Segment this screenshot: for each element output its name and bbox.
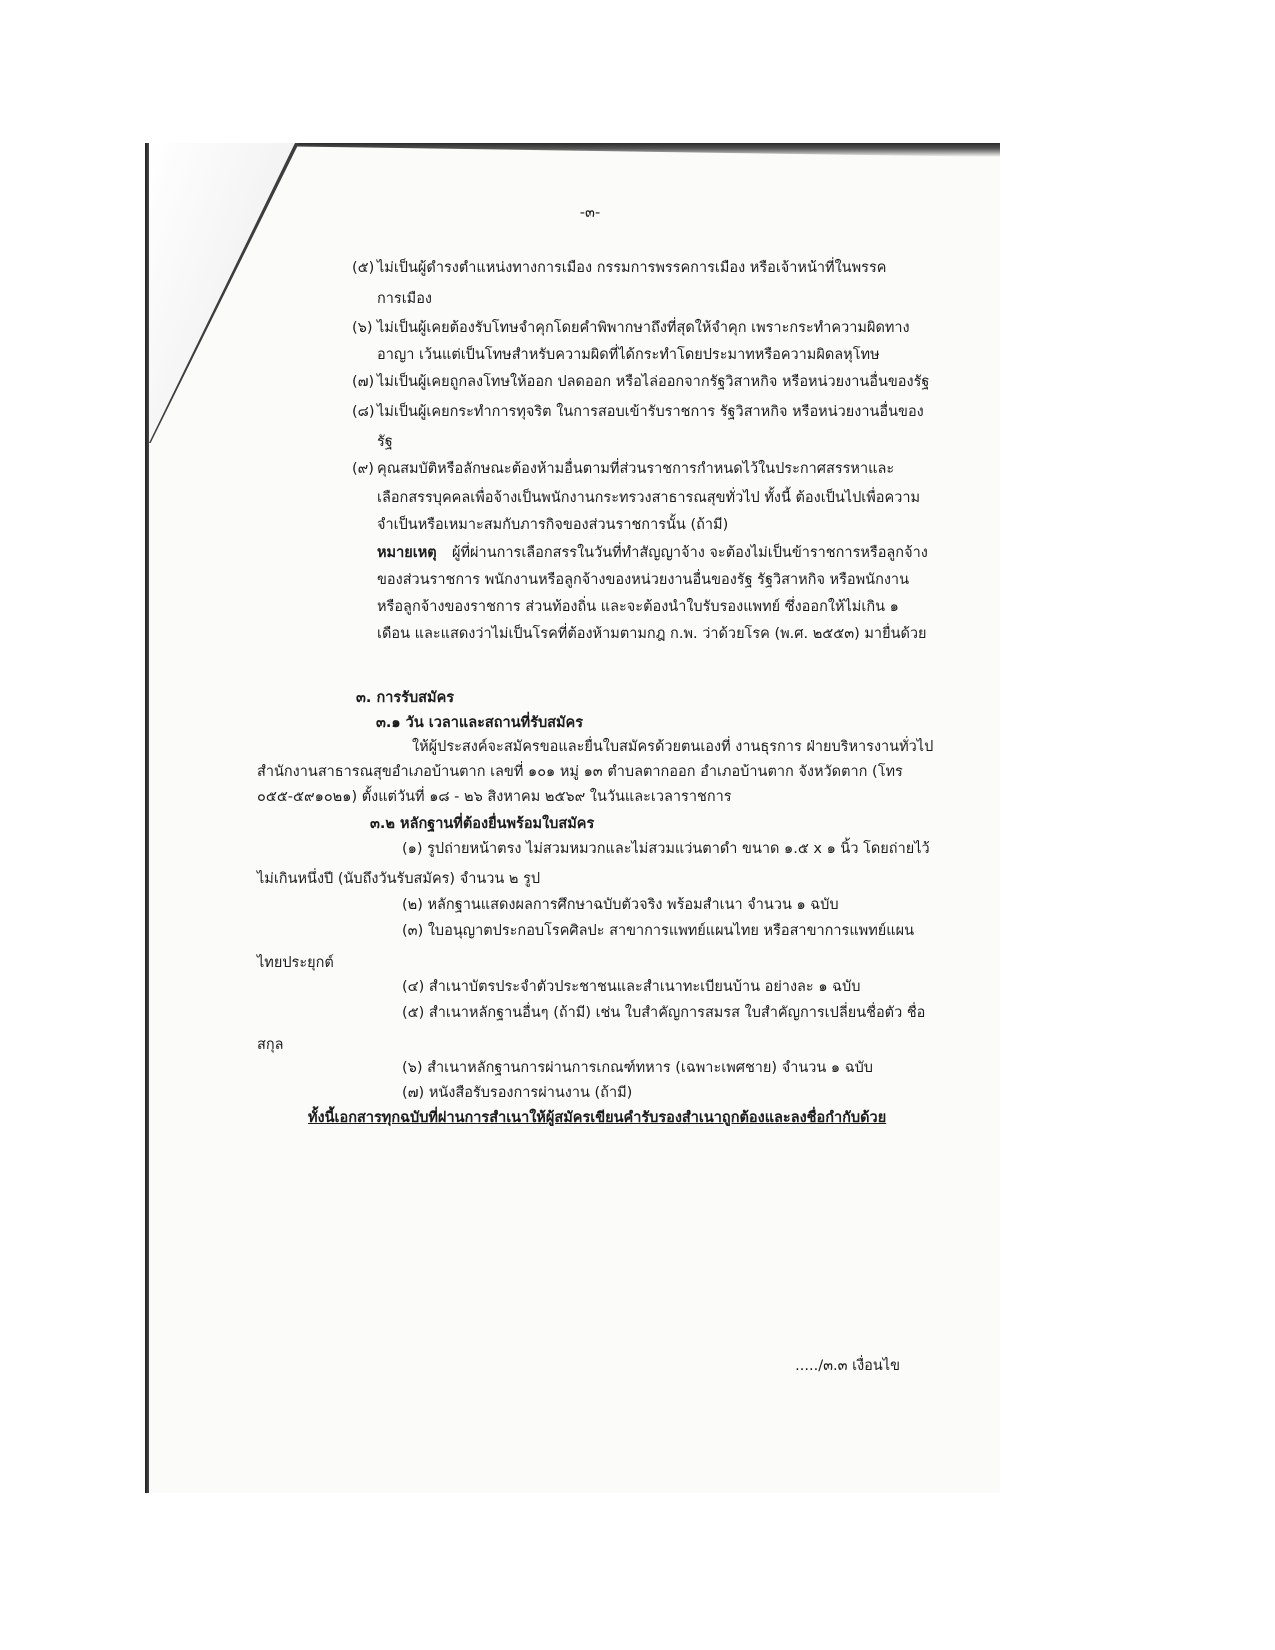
qualification-7-number: (๗)	[352, 374, 375, 390]
document-item-1: (๑) รูปถ่ายหน้าตรง ไม่สวมหมวกและไม่สวมแว่นตาดำ ขนาด ๑.๕ x ๑ นิ้ว โดยถ่ายไว้	[402, 841, 930, 857]
qualification-8-text: ไม่เป็นผู้เคยกระทำการทุจริต ในการสอบเข้ารับราชการ รัฐวิสาหกิจ หรือหน่วยงานอื่นของ	[377, 404, 924, 420]
qualification-9-text-cont: เลือกสรรบุคคลเพื่อจ้างเป็นพนักงานกระทรวงสาธารณสุขทั่วไป ทั้งนี้ ต้องเป็นไปเพื่อความ	[377, 490, 921, 506]
document-item-5: (๕) สำเนาหลักฐานอื่นๆ (ถ้ามี) เช่น ใบสำคัญการสมรส ใบสำคัญการเปลี่ยนชื่อตัว ชื่อ	[402, 1005, 926, 1021]
document-item-5-cont: สกุล	[257, 1037, 284, 1053]
qualification-9-number: (๙)	[352, 461, 374, 477]
qualification-6-text: ไม่เป็นผู้เคยต้องรับโทษจำคุกโดยคำพิพากษาถึงที่สุดให้จำคุก เพราะกระทำความผิดทาง	[377, 320, 910, 336]
document-item-3-cont: ไทยประยุกต์	[257, 955, 334, 971]
continuation-marker: ...../๓.๓ เงื่อนไข	[795, 1358, 900, 1374]
section-3-heading: ๓. การรับสมัคร	[356, 690, 455, 706]
qualification-6-number: (๖)	[352, 320, 373, 336]
qualification-6-text-cont: อาญา เว้นแต่เป็นโทษสำหรับความผิดที่ได้กระทำโดยประมาทหรือความผิดลหุโทษ	[377, 347, 880, 363]
section-3-1-text-cont: สำนักงานสาธารณสุขอำเภอบ้านตาก เลขที่ ๑๐๑ หมู่ ๑๓ ตำบลตากออก อำเภอบ้านตาก จังหวัดตาก (โทร	[257, 764, 903, 780]
section-3-1-text: ให้ผู้ประสงค์จะสมัครขอและยื่นใบสมัครด้วยตนเองที่ งานธุรการ ฝ่ายบริหารงานทั่วไป	[412, 739, 934, 755]
certification-note: ทั้งนี้เอกสารทุกฉบับที่ผ่านการสำเนาให้ผู้สมัครเขียนคำรับรองสำเนาถูกต้องและลงชื่อกำกับด้วย	[308, 1110, 887, 1126]
note-text: ผู้ที่ผ่านการเลือกสรรในวันที่ทำสัญญาจ้าง จะต้องไม่เป็นข้าราชการหรือลูกจ้าง	[452, 545, 928, 561]
note-text-cont: ของส่วนราชการ พนักงานหรือลูกจ้างของหน่วยงานอื่นของรัฐ รัฐวิสาหกิจ หรือพนักงาน	[377, 572, 909, 588]
qualification-5-number: (๕)	[352, 260, 375, 276]
qualification-5-text-cont: การเมือง	[377, 291, 433, 307]
section-3-2-heading: ๓.๒ หลักฐานที่ต้องยื่นพร้อมใบสมัคร	[370, 816, 595, 832]
document-item-3: (๓) ใบอนุญาตประกอบโรคศิลปะ สาขาการแพทย์แผนไทย หรือสาขาการแพทย์แผน	[402, 923, 915, 939]
qualification-8-text-cont: รัฐ	[377, 434, 393, 450]
note-text-cont3: เดือน และแสดงว่าไม่เป็นโรคที่ต้องห้ามตามกฎ ก.พ. ว่าด้วยโรค (พ.ศ. ๒๕๕๓) มายื่นด้วย	[377, 626, 927, 642]
section-3-1-text-cont2: ๐๕๕-๕๙๑๐๒๑) ตั้งแต่วันที่ ๑๘ - ๒๖ สิงหาคม ๒๕๖๙ ในวันและเวลาราชการ	[257, 789, 732, 805]
qualification-9-text: คุณสมบัติหรือลักษณะต้องห้ามอื่นตามที่ส่วนราชการกำหนดไว้ในประกาศสรรหาและ	[377, 461, 895, 477]
qualification-9-text-cont2: จำเป็นหรือเหมาะสมกับภารกิจของส่วนราชการนั้น (ถ้ามี)	[377, 517, 729, 533]
section-3-1-heading: ๓.๑ วัน เวลาและสถานที่รับสมัคร	[376, 715, 584, 731]
document-item-2: (๒) หลักฐานแสดงผลการศึกษาฉบับตัวจริง พร้อมสำเนา จำนวน ๑ ฉบับ	[402, 897, 839, 913]
qualification-7-text: ไม่เป็นผู้เคยถูกลงโทษให้ออก ปลดออก หรือไล่ออกจากรัฐวิสาหกิจ หรือหน่วยงานอื่นของรัฐ	[377, 374, 930, 390]
document-item-6: (๖) สำเนาหลักฐานการผ่านการเกณฑ์ทหาร (เฉพาะเพศชาย) จำนวน ๑ ฉบับ	[402, 1060, 874, 1076]
note-text-cont2: หรือลูกจ้างของราชการ ส่วนท้องถิ่น และจะต้องนำใบรับรองแพทย์ ซึ่งออกให้ไม่เกิน ๑	[377, 599, 899, 615]
document-item-1-cont: ไม่เกินหนึ่งปี (นับถึงวันรับสมัคร) จำนวน ๒ รูป	[257, 871, 541, 887]
qualification-8-number: (๘)	[352, 404, 375, 420]
note-label: หมายเหตุ	[377, 545, 437, 561]
page-number: -๓-	[579, 205, 601, 221]
document-item-7: (๗) หนังสือรับรองการผ่านงาน (ถ้ามี)	[402, 1085, 633, 1101]
page-left-edge	[145, 143, 149, 1493]
qualification-5-text: ไม่เป็นผู้ดำรงตำแหน่งทางการเมือง กรรมการพรรคการเมือง หรือเจ้าหน้าที่ในพรรค	[377, 260, 887, 276]
document-item-4: (๔) สำเนาบัตรประจำตัวประชาชนและสำเนาทะเบียนบ้าน อย่างละ ๑ ฉบับ	[402, 979, 861, 995]
